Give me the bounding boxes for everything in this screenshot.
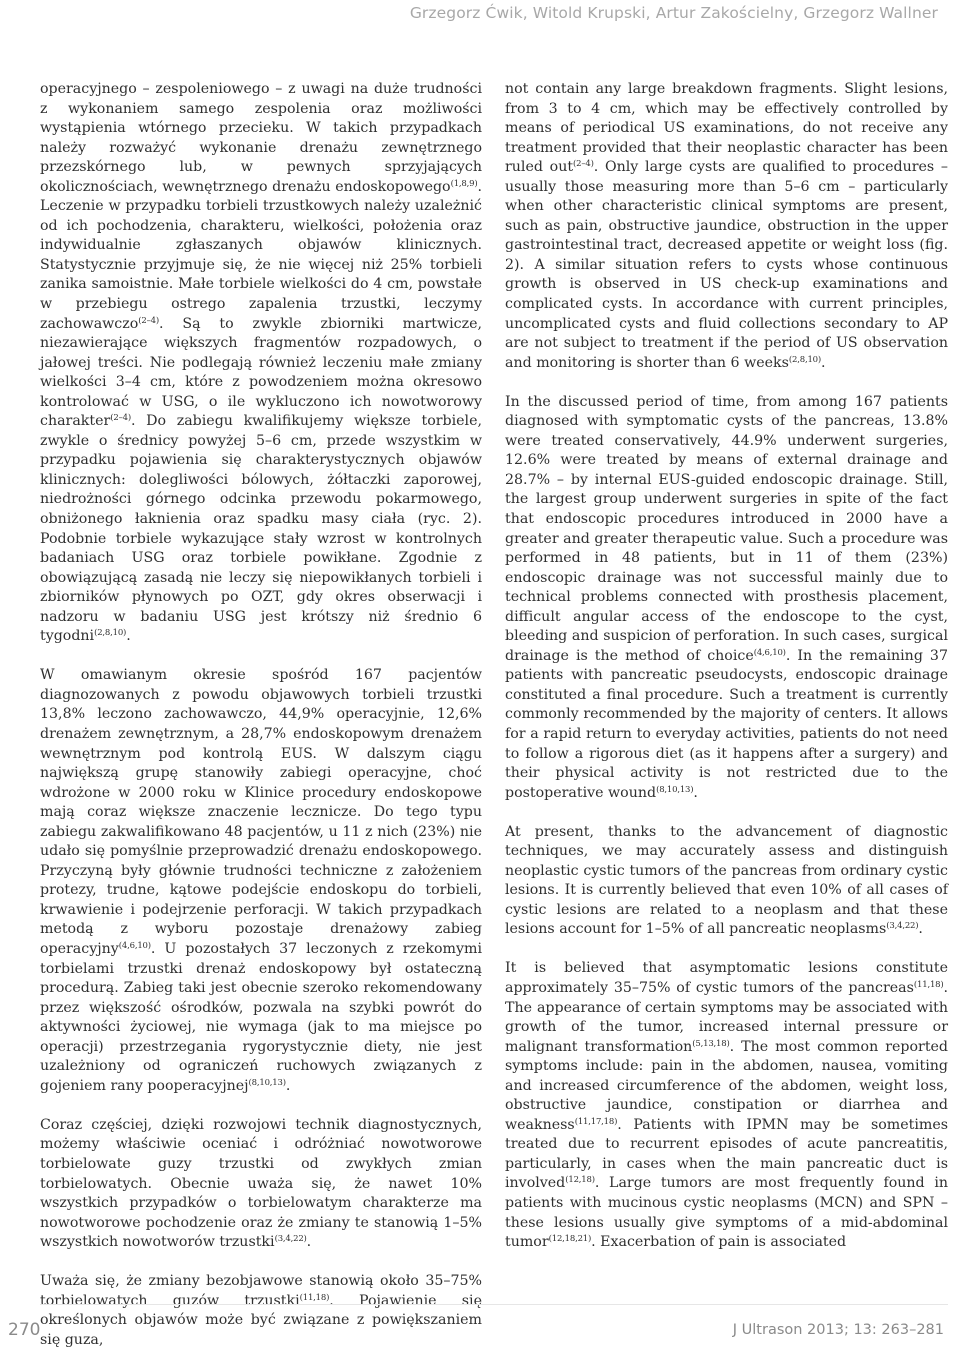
footer-divider	[40, 1304, 948, 1305]
citation: (2,8,10)	[788, 354, 821, 365]
citation: (2–4)	[138, 315, 159, 326]
citation: (3,4,22)	[886, 921, 919, 932]
paragraph: In the discussed period of time, from among 167 patients diagnosed with symptomatic cysts of the pancreas, 13.8% were treated conservatively, 44.9% underwent surgeries, 12.6% were treated by means of external drainage and 28.7% – by internal EUS-guided endoscopic drainage. Still, the largest group underwent surgeries in spite of the fact that endoscopic procedures introduced in 2000 have a greater and greater therapeutic value. Such a procedure was performed in 48 patients, but in 11 of them (23%) endoscopic drainage was not successful mainly due to technical problems connected with prosthesis placement, difficult angular access of the endoscope to the cyst, bleeding and suspicion of perforation. In such cases, surgical drainage is the method of choice$^{(4,6,10)}$. In the remaining 37 patients with pancreatic pseudocysts, endoscopic drainage constituted a final procedure. Such a treatment is currently commonly recommended by the majority of centers. It allows for a rapid return to everyday activities, patients do not need to follow a rigorous diet (as it happens after a surgery) and their physical activity is not restricted due to the postoperative wound$^{(8,10,13)}$.	[505, 393, 948, 801]
paragraph: Uważa się, że zmiany bezobjawowe stanowią około 35–75% torbielowatych guzów trzustki$^{(11,18)}$. Pojawienie się określonych objawów może być związane z powiększaniem się guza,	[40, 1273, 482, 1348]
running-head-authors: Grzegorz Ćwik, Witold Krupski, Artur Zakościelny, Grzegorz Wallner	[409, 4, 938, 22]
paragraph: operacyjnego – zespoleniowego – z uwagi na duże trudności z wykonaniem samego zespolenia oraz możliwości wystąpienia wtórnego przecieku. W takich przypadkach należy rozważyć wykonanie drenażu zewnętrznego przezskórnego lub, w pewnych sprzyjających okolicznościach, wewnętrznego drenażu endoskopowego$^{(1,8,9)}$. Leczenie w przypadku torbieli trzustkowych należy uzależnić od ich pochodzenia, charakteru, wielkości, położenia oraz indywidualnie zgłaszanych objawów klinicznych. Statystycznie przyjmuje się, że nie więcej niż 25% torbieli zanika samoistnie. Małe torbiele wielkości do 4 cm, powstałe w przebiegu ostrego zapalenia trzustki, leczymy zachowawczo$^{(2-4)}$. Są to zwykle zbiorniki martwicze, niezawierające większych fragmentów rozpadowych, o jałowej treści. Nie podlegają również leczeniu małe zmiany wielkości 3–4 cm, które z powodzeniem można okresowo kontrolować w USG, o ile wykluczono ich nowotworowy charakter$^{(2-4)}$. Do zabiegu kwalifikujemy większe torbiele, zwykle o średnicy powyżej 5–6 cm, przede wszystkim w przypadku pojawienia się charakterystycznych objawów klinicznych: dolegliwości bólowych, żółtaczki zaporowej, niedrożności górnego odcinka przewodu pokarmowego, obniżonego łaknienia oraz spadku masy ciała (ryc. 2). Podobnie torbiele wykazujące stały wzrost w kontrolnych badaniach USG oraz torbiele powikłane. Zgodnie z obowiązującą zasadą nie leczy się niepowikłanych torbieli i zbiorników płynowych po OZT, gdy okres obserwacji i nadzoru w badaniu USG jest krótszy niż średnio 6 tygodni$^{(2,8,10)}$.	[40, 81, 482, 645]
citation: (2–4)	[110, 413, 131, 424]
right-text-column	[505, 80, 948, 1272]
citation: (1,8,9)	[450, 178, 478, 189]
paragraph: W omawianym okresie spośród 167 pacjentów diagnozowanych z powodu objawowych torbieli trzustki 13,8% leczono zachowawczo, 44,9% operacyjnie, 12,6% drenażem zewnętrznym, a 28,7% endoskopowym drenażem wewnętrznym pod kontrolą EUS. W dalszym ciągu największą grupę stanowiły zabiegi operacyjne, choć wdrożone w 2000 roku w Klinice procedury endoskopowe mają coraz większe znaczenie lecznicze. Do tego typu zabiegu zakwalifikowano 48 pacjentów, u 11 z nich (23%) nie udało się pomyślnie przeprowadzić drenażu endoskopowego. Przyczyną były głównie trudności techniczne z założeniem protezy, trudne, kątowe podejście endoskopu do torbieli, krwawienie i podejrzenie perforacji. W takich przypadkach metodą z wyboru pozostaje drenażowy zabieg operacyjny$^{(4,6,10)}$. U pozostałych 37 leczonych z rzekomymi torbielami trzustki drenaż endoskopowy był ostateczną procedurą. Zabieg taki jest obecnie szeroko rekomendowany przez większość ośrodków, pozwala na szybki powrót do aktywności życiowej, nie wymaga (jak to ma miejsce po operacji) przestrzegania rygorystycznie diety, nie jest uzależniony od ograniczeń ruchowych związanych z gojeniem rany pooperacyjnej$^{(8,10,13)}$.	[40, 667, 482, 1094]
citation: (2,8,10)	[94, 628, 127, 639]
paragraph: Coraz częściej, dzięki rozwojowi technik diagnostycznych, możemy właściwie oceniać i odróżniać nowotworowe torbielowate guzy trzustki od zwykłych zmian torbielowatych. Obecnie uważa się, że nawet 10% wszystkich przypadków o torbielowatym charakterze ma nowotworowe pochodzenie oraz że zmiany te stanowią 1–5% wszystkich nowotworów trzustki$^{(3,4,22)}$.	[40, 1116, 482, 1251]
paragraph: It is believed that asymptomatic lesions constitute approximately 35–75% of cystic tumors of the pancreas$^{(11,18)}$. The appearance of certain symptoms may be associated with growth of the tumor, increased internal pressure or malignant transformation$^{(5,13,18)}$. The most common reported symptoms include: pain in the abdomen, nausea, vomiting and increased circumference of the abdomen, weight loss, obstructive jaundice, constipation or diarrhea and weakness$^{(11,17,18)}$. Patients with IPMN may be sometimes treated due to recurrent episodes of acute pancreatitis, particularly, in cases when the main pancreatic duct is involved$^{(12,18)}$. Large tumors are most frequently found in patients with mucinous cystic neoplasms (MCN) and SPN – these lesions usually give symptoms of a mid-abdominal tumor$^{(12,18,21)}$. Exacerbation of pain is associated	[505, 960, 948, 1251]
citation: (3,4,22)	[274, 1234, 307, 1245]
citation: (12,18,21)	[548, 1234, 592, 1245]
citation: (4,6,10)	[753, 647, 786, 658]
citation: (12,18)	[565, 1175, 595, 1186]
citation: (5,13,18)	[692, 1038, 730, 1049]
citation: (11,18)	[913, 980, 944, 991]
citation: (11,17,18)	[574, 1116, 618, 1127]
citation: (8,10,13)	[248, 1077, 286, 1088]
page-number: 270	[8, 1320, 41, 1340]
citation: (4,6,10)	[118, 941, 151, 952]
citation: (2–4)	[573, 159, 594, 170]
paragraph: not contain any large breakdown fragments. Slight lesions, from 3 to 4 cm, which may be effectively controlled by means of periodical US examinations, do not receive any treatment provided that their neoplastic character has been ruled out$^{(2-4)}$. Only large cysts are qualified to procedures – usually those measuring more than 5–6 cm – particularly when other characteristic clinical symptoms are present, such as pain, obstructive jaundice, obstruction in the upper gastrointestinal tract, decreased appetite or weight loss (fig. 2). A similar situation refers to cysts whose continuous growth is observed in US check-up examinations and complicated cysts. In accordance with current principles, uncomplicated cysts and fluid collections secondary to AP are not subject to treatment if the period of US observation and monitoring is shorter than 6 weeks$^{(2,8,10)}$.	[505, 81, 948, 371]
citation: (11,18)	[299, 1292, 330, 1303]
citation: (8,10,13)	[656, 784, 694, 795]
journal-citation: J Ultrason 2013; 13: 263–281	[732, 1322, 944, 1338]
left-text-column	[40, 80, 482, 1370]
paragraph: At present, thanks to the advancement of diagnostic techniques, we may accurately assess and distinguish neoplastic cystic tumors of the pancreas from ordinary cystic lesions. It is currently believed that even 10% of all cases of cystic lesions are related to a neoplasm and that these lesions account for 1–5% of all pancreatic neoplasms$^{(3,4,22)}$.	[505, 823, 948, 938]
